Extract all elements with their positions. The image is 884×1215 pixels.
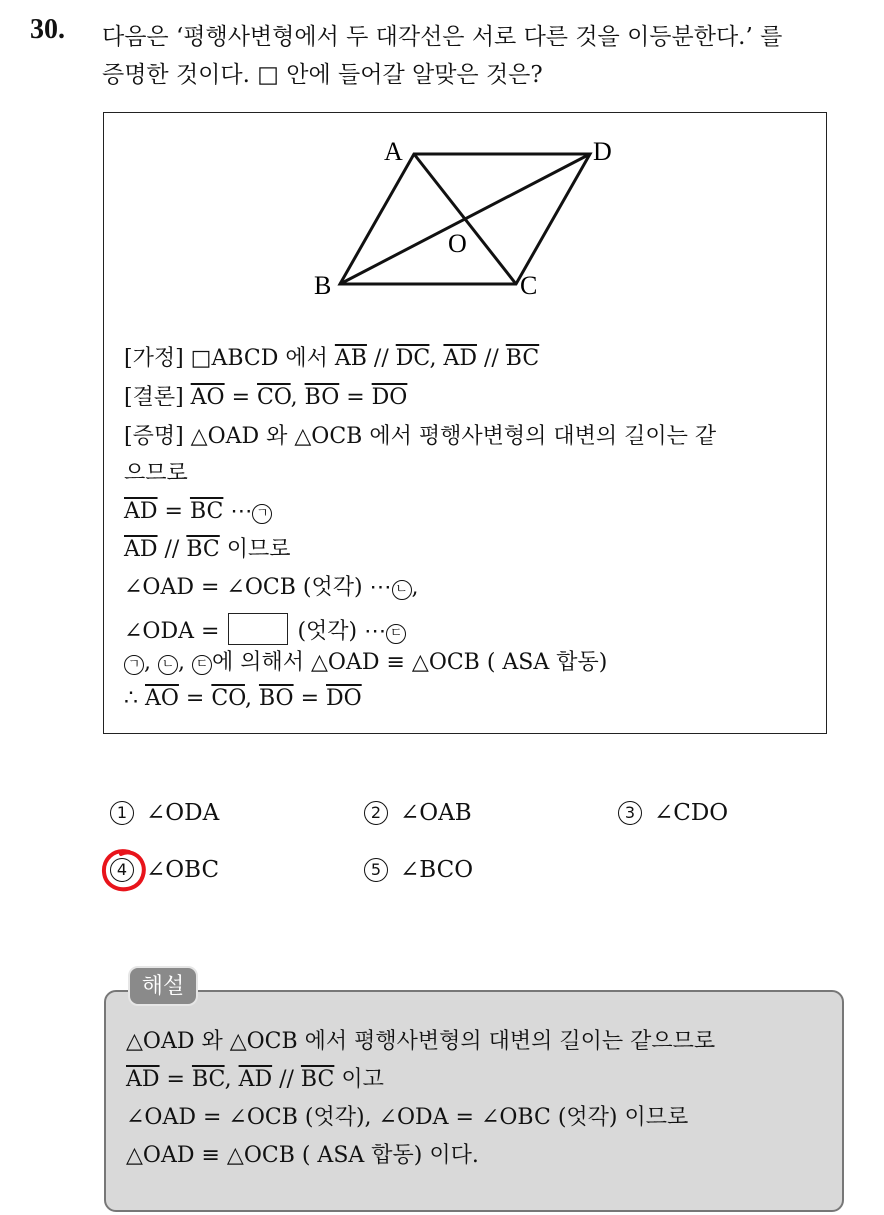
explanation-line1: △OAD 와 △OCB 에서 평행사변형의 대변의 길이는 같으므로 [126, 1029, 716, 1054]
answer-blank-box [228, 613, 288, 645]
proof-line3: [증명] △OAD 와 △OCB 에서 평행사변형의 대변의 길이는 같 [124, 424, 717, 449]
explanation-line3: ∠OAD = ∠OCB (엇각), ∠ODA = ∠OBC (엇각) 이므로 [126, 1105, 689, 1130]
explanation-box [104, 990, 844, 1212]
circled-giyeok: ㄱ [252, 504, 272, 524]
explanation-line4: △OAD ≡ △OCB ( ASA 합동) 이다. [126, 1143, 479, 1168]
proof-line7: ∠OAD = ∠OCB (엇각) ⋯ ㄴ , [124, 575, 419, 600]
answer-mark-circle [99, 846, 151, 896]
vertex-label-a: A [384, 137, 403, 166]
proof-line9: ㄱ , ㄴ , ㄷ 에 의해서 △OAD ≡ △OCB ( ASA 합동) [124, 652, 607, 675]
proof-line8: ∠ODA = (엇각) ⋯ ㄷ [124, 613, 406, 645]
option-2[interactable]: 2 ∠OAB [364, 800, 472, 826]
proof-line5: $\overline{AD} = \overline{BC}$ ⋯ ㄱ [124, 501, 272, 524]
explanation-line2: $\overline{AD} = \overline{BC}$, $\overline{AD} // \overline{BC}$ 이고 [126, 1067, 384, 1092]
circled-digeut: ㄷ [386, 624, 406, 644]
explanation-tab: 해설 [128, 966, 198, 1006]
option-1[interactable]: 1 ∠ODA [110, 800, 219, 826]
vertex-label-b: B [314, 271, 332, 300]
proof-hypothesis: [가정] □ABCD 에서 $\overline{AB} // \overline{DC}$, $\overline{AD} // \overline{BC}$ [124, 346, 540, 371]
proof-conclusion: [결론] $\overline{AO} = \overline{CO}$, $\overline{BO} = \overline{DO}$ [124, 385, 408, 410]
proof-line10: ∴ $\overline{AO} = \overline{CO}$, $\overline{BO} = \overline{DO}$ [124, 686, 362, 711]
circled-nieun: ㄴ [392, 580, 412, 600]
proof-line4: 으므로 [124, 461, 188, 486]
option-4[interactable]: 4 ∠OBC [110, 857, 219, 883]
center-label-o: O [448, 229, 467, 258]
option-3[interactable]: 3 ∠CDO [618, 800, 728, 826]
vertex-label-d: D [593, 137, 612, 166]
question-text-line1: 다음은 ‘평행사변형에서 두 대각선은 서로 다른 것을 이등분한다.’ 를 [102, 24, 783, 50]
option-5[interactable]: 5 ∠BCO [364, 857, 473, 883]
question-text-line2: 증명한 것이다. □ 안에 들어갈 알맞은 것은? [102, 62, 543, 88]
proof-line6: $\overline{AD} // \overline{BC}$ 이므로 [124, 537, 291, 562]
question-number: 30. [30, 14, 65, 45]
parallelogram-diagram [300, 128, 640, 308]
vertex-label-c: C [520, 271, 538, 300]
